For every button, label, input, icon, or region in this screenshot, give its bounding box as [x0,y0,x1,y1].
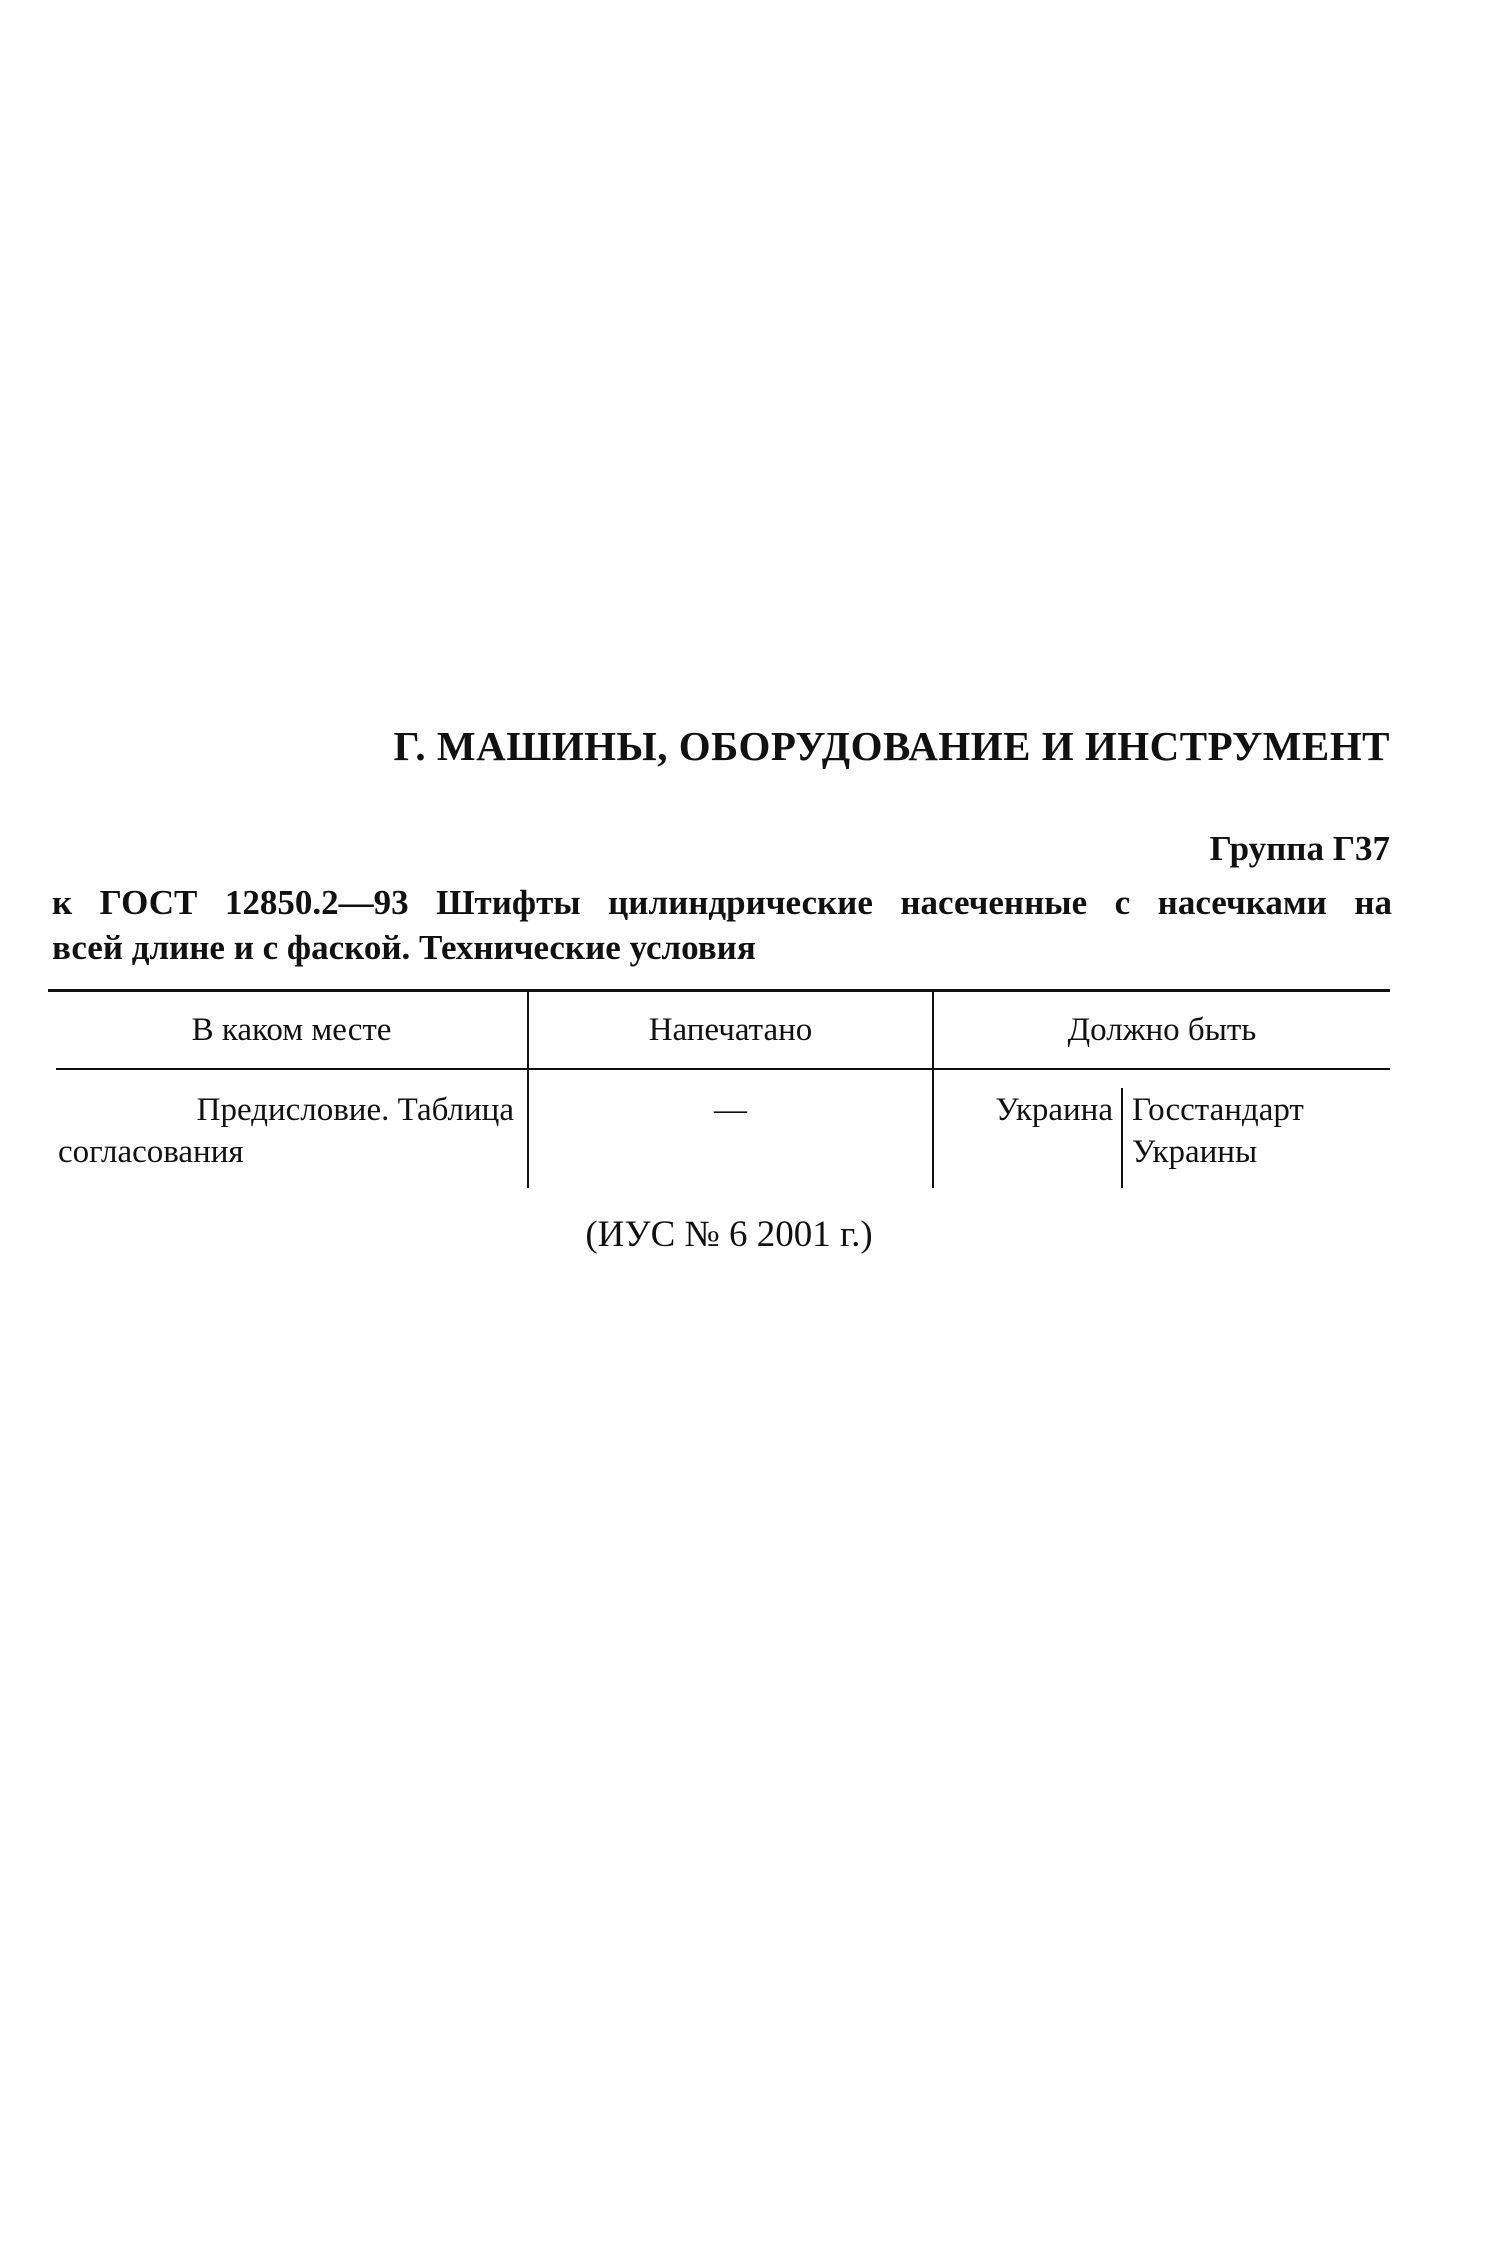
document-title [52,880,1392,970]
table-cell-should-be-org-line-1: Госстандарт [1132,1092,1304,1128]
section-title: Г. МАШИНЫ, ОБОРУДОВАНИЕ И ИНСТРУМЕНТ [393,723,1390,769]
table-header-should-be: Должно быть [1067,1012,1257,1048]
table-cell-printed: — [714,1092,747,1128]
table-cell-location-line-2: согласования [58,1134,244,1170]
table-header-rule [56,1068,1390,1070]
table-cell-should-be-country: Украина [995,1092,1113,1128]
table-header-printed: Напечатано [648,1012,813,1048]
table-cell-should-be-org-line-2: Украины [1132,1134,1258,1170]
document-title-line-2: всей длине и с фаской. Технические условия [52,928,756,967]
table-header-location: В каком месте [191,1012,392,1048]
group-label: Группа Г37 [1209,829,1390,868]
table-cell-location-line-1: Предисловие. Таблица [196,1092,514,1128]
source-note: (ИУС № 6 2001 г.) [585,1214,873,1255]
table-top-rule [48,989,1390,992]
subcolumn-divider [1121,1088,1123,1188]
document-title-line-1: к ГОСТ 12850.2—93 Штифты цилиндрические насеченные с насечками на [52,883,1392,922]
